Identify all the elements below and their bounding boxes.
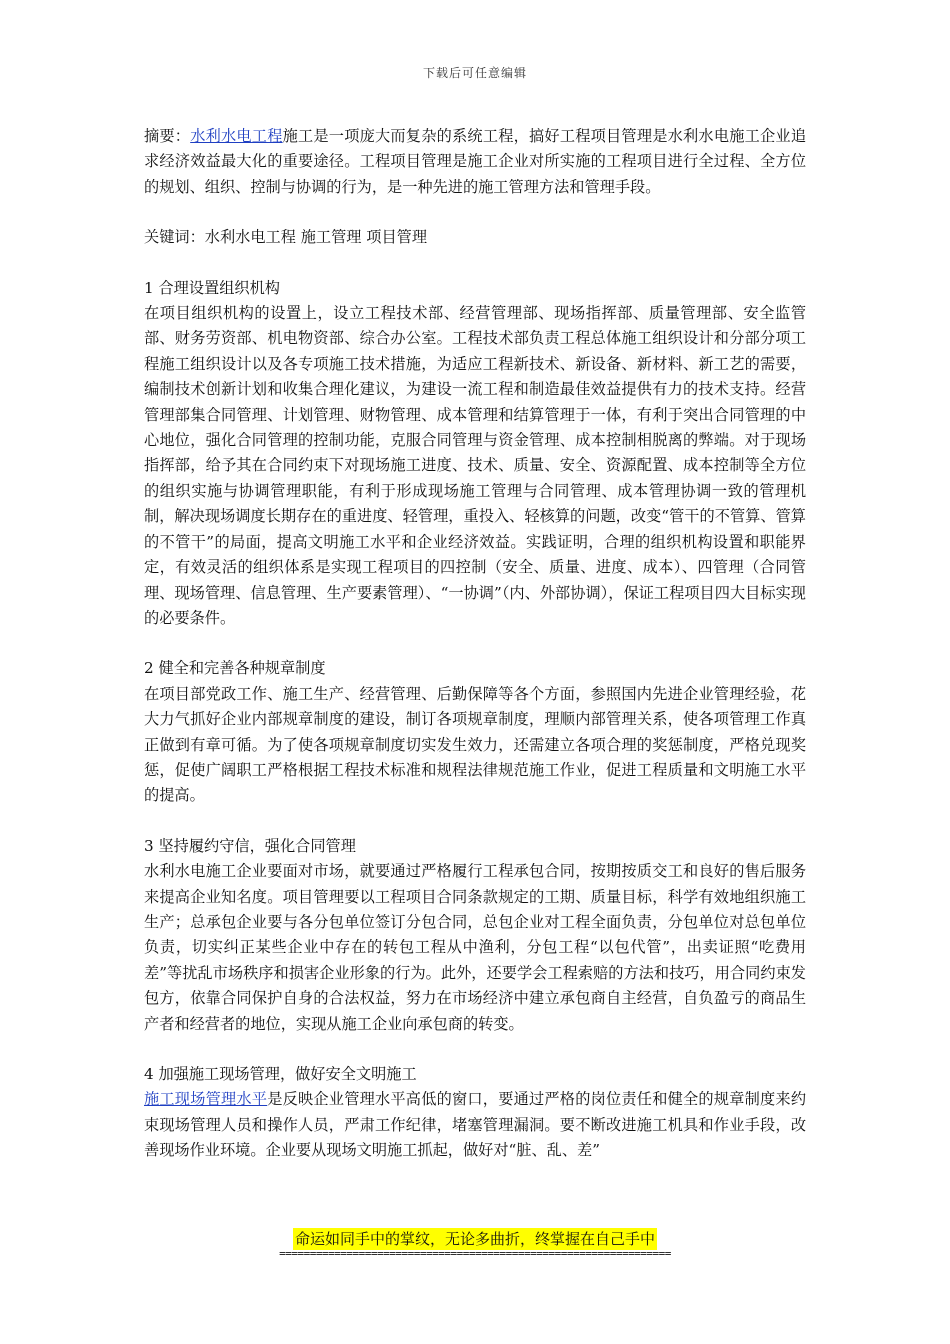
footer-rule: ================================================================ [279,1247,671,1260]
section-1-body: 在项目组织机构的设置上，设立工程技术部、经营管理部、现场指挥部、质量管理部、安全监管部、财务劳资部、机电物资部、综合办公室。工程技术部负责工程总体施工组织设计和分部分项工程施工组织设计以及各专项施工技术措施，为适应工程新技术、新设备、新材料、新工艺的需要，编制技术创新计划和收集合理化建议，为建设一流工程和制造最佳效益提供有力的技术支持。经营管理部集合同管理、计划管理、财物管理、成本管理和结算管理于一体，有利于突出合同管理的中心地位，强化合同管理的控制功能，克服合同管理与资金管理、成本控制相脱离的弊端。对于现场指挥部，给予其在合同约束下对现场施工进度、技术、质量、安全、资源配置、成本控制等全方位的组织实施与协调管理职能，有利于形成现场施工管理与合同管理、成本管理协调一致的管理机制，解决现场调度长期存在的重进度、轻管理，重投入、轻核算的问题，改变“管干的不管算、管算的不管干”的局面，提高文明施工水平和企业经济效益。实践证明，合理的组织机构设置和职能界定，有效灵活的组织体系是实现工程项目的四控制（安全、质量、进度、成本）、四管理（合同管理、现场管理、信息管理、生产要素管理）、“一协调”（内、外部协调），保证工程项目四大目标实现的必要条件。 [144,304,806,627]
section-4-heading: 4 加强施工现场管理，做好安全文明施工 [144,1065,417,1083]
abstract-text: 施工是一项庞大而复杂的系统工程，搞好工程项目管理是水利水电施工企业追求经济效益最大化的重要途径。工程项目管理是施工企业对所实施的工程项目进行全过程、全方位的规划、组织、控制与协调的行为，是一种先进的施工管理方法和管理手段。 [144,127,807,196]
section-4-paragraph [144,1087,806,1163]
section-2-heading: 2 健全和完善各种规章制度 [144,659,326,678]
section-3-heading: 3 坚持履约守信，强化合同管理 [144,836,356,855]
section-1-heading: 1 合理设置组织机构 [144,278,280,297]
abstract-label: 摘要： [144,127,191,145]
footer-motto: 命运如同手中的掌纹，无论多曲折，终掌握在自己手中 [294,1230,655,1248]
keywords-line: 关键词：水利水电工程 施工管理 项目管理 [144,228,428,247]
section-4-body: 是反映企业管理水平高低的窗口，要通过严格的岗位责任和健全的规章制度来约束现场管理人员和操作人员，严肃工作纪律，堵塞管理漏洞。要不断改进施工机具和作业手段，改善现场作业环境。企业要从现场文明施工抓起，做好对“脏、乱、差” [144,1090,807,1160]
section-4-link[interactable]: 施工现场管理水平 [144,1090,268,1109]
abstract-paragraph [144,124,806,200]
document-body [144,124,806,1164]
page-header: 下载后可任意编辑 [422,66,527,80]
abstract-link[interactable]: 水利水电工程 [190,127,283,145]
section-3-body: 水利水电施工企业要面对市场，就要通过严格履行工程承包合同，按期按质交工和良好的售后服务来提高企业知名度。项目管理要以工程项目合同条款规定的工期、质量目标，科学有效地组织施工生产；总承包企业要与各分包单位签订分包合同，总包企业对工程全面负责，分包单位对总包单位负责，切实纠正某些企业中存在的转包工程从中渔利，分包工程“以包代管”，出卖证照“吃费用差”等扰乱市场秩序和损害企业形象的行为。此外，还要学会工程索赔的方法和技巧，用合同约束发包方，依靠合同保护自身的合法权益，努力在市场经济中建立承包商自主经营，自负盈亏的商品生产者和经营者的地位，实现从施工企业向承包商的转变。 [144,862,806,1033]
section-2-body: 在项目部党政工作、施工生产、经营管理、后勤保障等各个方面，参照国内先进企业管理经验，花大力气抓好企业内部规章制度的建设，制订各项规章制度，理顺内部管理关系，使各项管理工作真正做到有章可循。为了使各项规章制度切实发生效力，还需建立各项合理的奖惩制度，严格兑现奖惩，促使广阔职工严格根据工程技术标准和规程法律规范施工作业，促进工程质量和文明施工水平的提高。 [144,684,806,805]
